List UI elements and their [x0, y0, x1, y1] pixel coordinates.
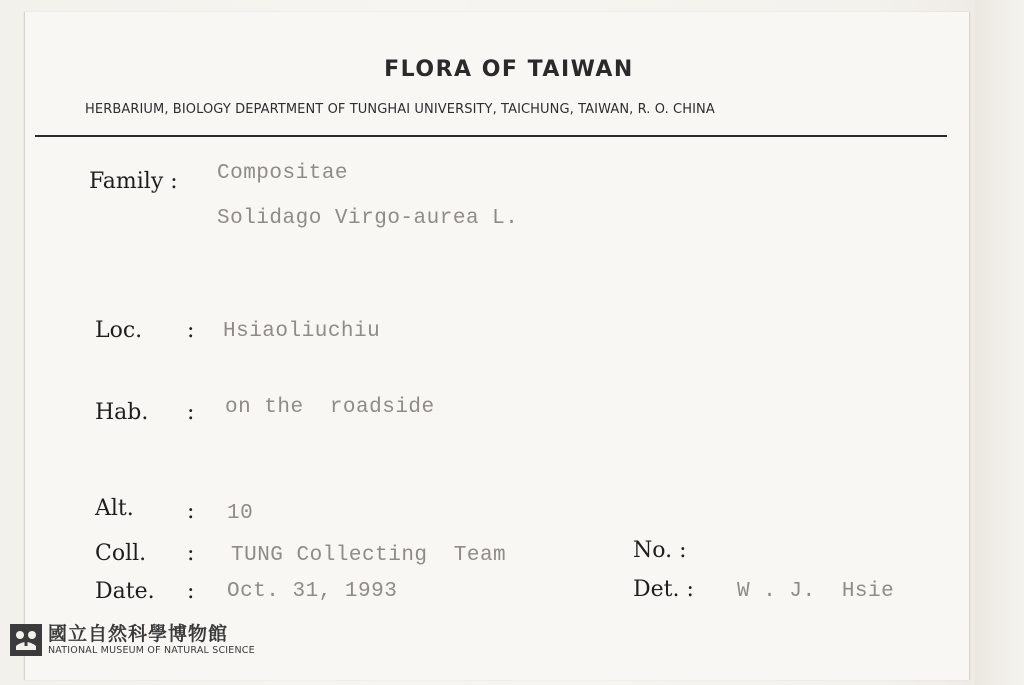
- habitat-value: on the roadside: [225, 396, 435, 419]
- altitude-value: 10: [227, 502, 254, 525]
- determiner-value: W . J. Hsie: [737, 580, 895, 603]
- date-value: Oct. 31, 1993: [227, 580, 398, 603]
- species-value: Solidago Virgo-aurea L.: [217, 207, 519, 230]
- header-divider: [35, 135, 947, 137]
- museum-name-chinese: 國立自然科學博物館: [48, 623, 229, 645]
- locality-value: Hsiaoliuchiu: [223, 320, 381, 343]
- collector-colon: :: [187, 541, 195, 566]
- collector-value: TUNG Collecting Team: [231, 544, 507, 567]
- altitude-label: Alt.: [95, 496, 134, 521]
- collector-label: Coll.: [95, 541, 147, 566]
- museum-logo-icon: [10, 624, 42, 656]
- museum-name-english: NATIONAL MUSEUM OF NATURAL SCIENCE: [48, 645, 255, 656]
- determiner-label: Det. :: [633, 577, 694, 602]
- paper-edge: [975, 0, 1024, 685]
- locality-colon: :: [187, 318, 195, 343]
- number-label: No. :: [633, 538, 687, 563]
- herbarium-label: [24, 12, 970, 680]
- museum-watermark: [10, 623, 255, 657]
- altitude-colon: :: [187, 499, 195, 524]
- date-colon: :: [187, 579, 195, 604]
- family-value: Compositae: [217, 162, 349, 185]
- habitat-colon: :: [187, 400, 195, 425]
- habitat-label: Hab.: [95, 400, 149, 425]
- label-subtitle: HERBARIUM, BIOLOGY DEPARTMENT OF TUNGHAI UNIVERSITY, TAICHUNG, TAIWAN, R. O. CHINA: [85, 102, 715, 117]
- family-label: Family :: [89, 169, 178, 194]
- locality-label: Loc.: [95, 318, 143, 343]
- date-label: Date.: [95, 579, 155, 604]
- label-title: FLORA OF TAIWAN: [384, 57, 634, 82]
